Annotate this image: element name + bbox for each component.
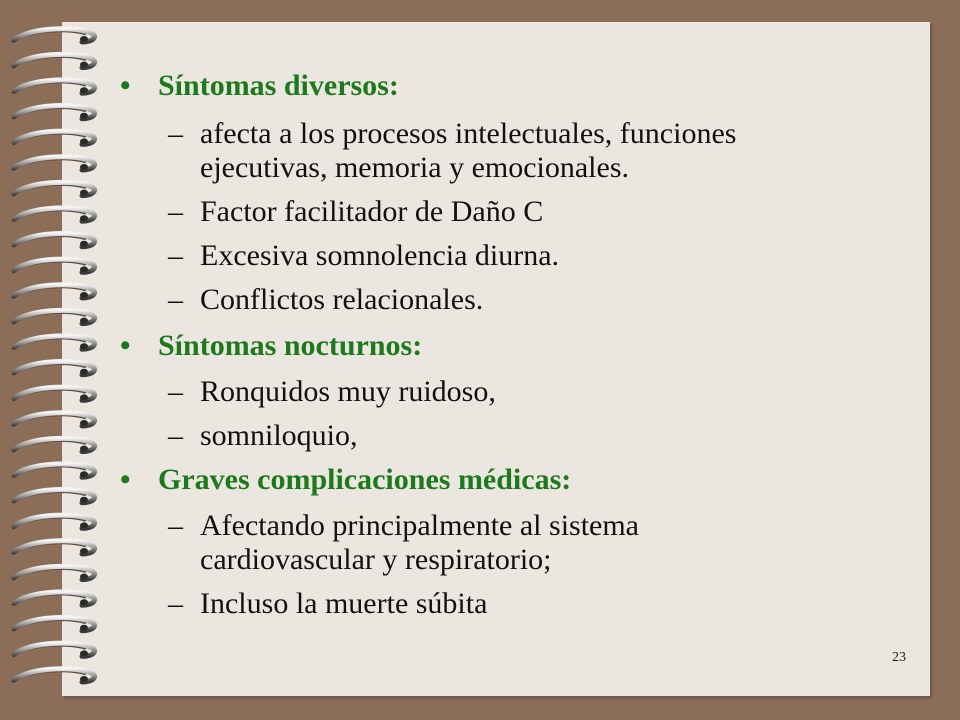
slide-number: 23 bbox=[892, 650, 906, 665]
sub-item-text: Incluso la muerte súbita bbox=[200, 587, 488, 620]
bullet-heading: Síntomas nocturnos: bbox=[158, 329, 423, 362]
dash-icon: – bbox=[168, 375, 183, 408]
bullet-heading: Síntomas diversos: bbox=[158, 69, 399, 102]
dash-icon: – bbox=[168, 587, 183, 620]
dash-icon: – bbox=[168, 419, 183, 452]
bullet-icon: • bbox=[120, 463, 131, 496]
dash-icon: – bbox=[168, 239, 183, 272]
sub-item-text: Conflictos relacionales. bbox=[200, 283, 484, 316]
dash-icon: – bbox=[168, 283, 183, 316]
dash-icon: – bbox=[168, 509, 183, 542]
bullet-icon: • bbox=[120, 69, 131, 102]
sub-item-text: ejecutivas, memoria y emocionales. bbox=[200, 151, 630, 184]
bullet-icon: • bbox=[120, 329, 131, 362]
dash-icon: – bbox=[168, 117, 183, 150]
sub-item-text: Factor facilitador de Daño C bbox=[200, 195, 544, 228]
sub-item-text: afecta a los procesos intelectuales, funciones bbox=[200, 117, 737, 150]
sub-item-text: Excesiva somnolencia diurna. bbox=[200, 239, 560, 272]
sub-item-text: Ronquidos muy ruidoso, bbox=[200, 375, 496, 408]
bullet-heading: Graves complicaciones médicas: bbox=[158, 463, 572, 496]
sub-item-text: cardiovascular y respiratorio; bbox=[200, 543, 552, 576]
sub-item-text: Afectando principalmente al sistema bbox=[200, 509, 639, 542]
sub-item-text: somniloquio, bbox=[200, 419, 358, 452]
dash-icon: – bbox=[168, 195, 183, 228]
